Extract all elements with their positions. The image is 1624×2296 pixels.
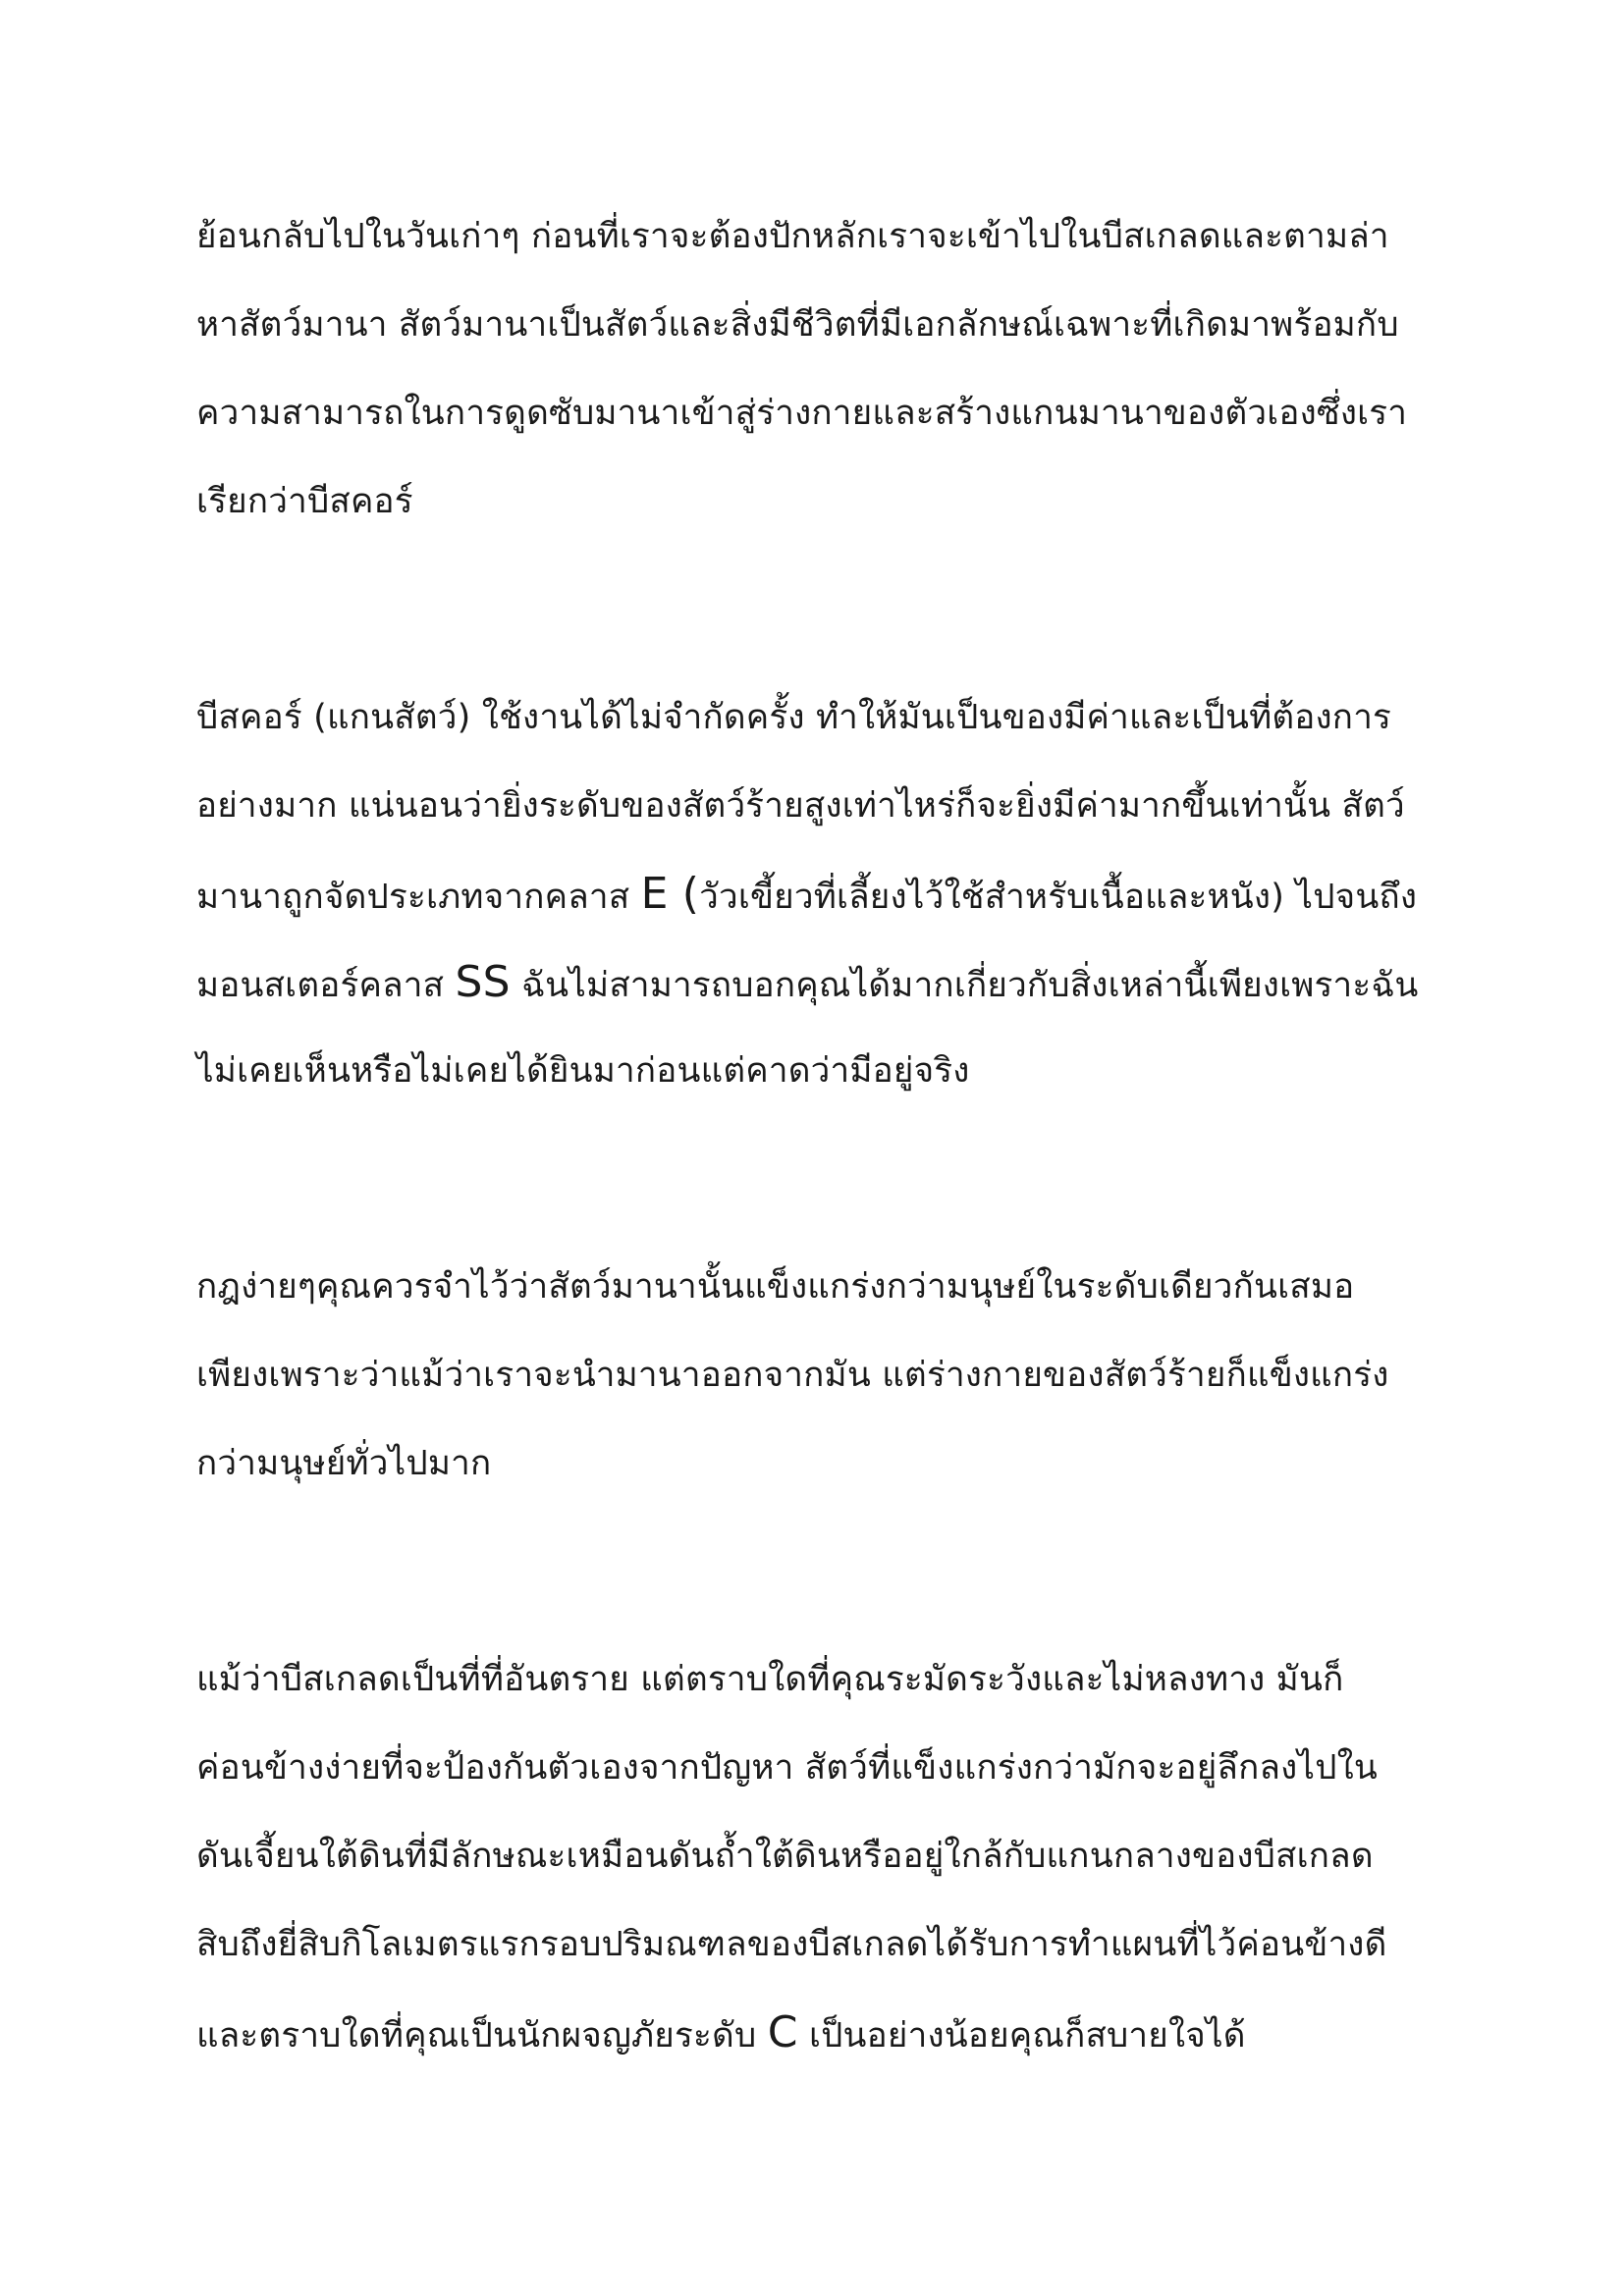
text-segment: มานาถูกจัดประเภทจากคลาส bbox=[196, 878, 641, 917]
text-segment: วัวเขี้ยวที่เลี้ยงไว้ใช้สำหรับเนื้อและหนัง) ไปจนถึง bbox=[699, 878, 1418, 917]
text-segment: และตราบใดที่คุณเป็นนักผจญภัยระดับ bbox=[196, 2016, 768, 2056]
text-line: เรียกว่าบีสคอร์ bbox=[196, 482, 413, 521]
text-line bbox=[196, 1989, 1453, 2077]
paragraph-2 bbox=[196, 673, 1453, 1115]
text-line: เพียงเพราะว่าแม้ว่าเราจะนำมานาออกจากมัน แต่ร่างกายของสัตว์ร้ายก็แข็งแกร่ง bbox=[196, 1356, 1389, 1395]
text-line: กฎง่ายๆคุณควรจำไว้ว่าสัตว์มานานั้นแข็งแกร่งกว่ามนุษย์ในระดับเดียวกันเสมอ bbox=[196, 1267, 1355, 1307]
text-line: ค่อนข้างง่ายที่จะป้องกันตัวเองจากปัญหา สัตว์ที่แข็งแกร่งกว่ามักจะอยู่ลึกลงไปใน bbox=[196, 1748, 1379, 1788]
text-segment: ฉันไม่สามารถบอกคุณได้มากเกี่ยวกับสิ่งเหล่านี้เพียงเพราะฉัน bbox=[510, 966, 1419, 1005]
text-line: หาสัตว์มานา สัตว์มานาเป็นสัตว์และสิ่งมีชีวิตที่มีเอกลักษณ์เฉพาะที่เกิดมาพร้อมกับ bbox=[196, 305, 1399, 345]
class-letter: E ( bbox=[640, 869, 700, 919]
text-line: แม้ว่าบีสเกลดเป็นที่ที่อันตราย แต่ตราบใดที่คุณระมัดระวังและไม่หลงทาง มันก็ bbox=[196, 1660, 1344, 1699]
text-line: ความสามารถในการดูดซับมานาเข้าสู่ร่างกายและสร้างแกนมานาของตัวเองซึ่งเรา bbox=[196, 394, 1408, 433]
text-segment: เป็นอย่างน้อยคุณก็สบายใจได้ bbox=[797, 2016, 1246, 2056]
text-line: บีสคอร์ (แกนสัตว์) ใช้งานได้ไม่จำกัดครั้ง ทำให้มันเป็นของมีค่าและเป็นที่ต้องการ bbox=[196, 698, 1392, 737]
paragraph-1 bbox=[196, 192, 1453, 546]
paragraph-3 bbox=[196, 1243, 1453, 1508]
class-letter: C bbox=[767, 2007, 798, 2057]
text-line: ไม่เคยเห็นหรือไม่เคยได้ยินมาก่อนแต่คาดว่ามีอยู่จริง bbox=[196, 1051, 970, 1091]
text-line: กว่ามนุษย์ทั่วไปมาก bbox=[196, 1444, 492, 1483]
text-line: ย้อนกลับไปในวันเก่าๆ ก่อนที่เราจะต้องปักหลักเราจะเข้าไปในบีสเกลดและตามล่า bbox=[196, 217, 1389, 256]
text-line: ดันเจี้ยนใต้ดินที่มีลักษณะเหมือนดันถ้ำใต้ดินหรืออยู่ใกล้กับแกนกลางของบีสเกลด bbox=[196, 1837, 1374, 1876]
text-segment: มอนสเตอร์คลาส bbox=[196, 966, 456, 1005]
text-line bbox=[196, 850, 1453, 938]
paragraph-4 bbox=[196, 1635, 1453, 2077]
text-line: อย่างมาก แน่นอนว่ายิ่งระดับของสัตว์ร้ายสูงเท่าไหร่ก็จะยิ่งมีค่ามากขึ้นเท่านั้น สัตว์ bbox=[196, 786, 1405, 826]
text-line bbox=[196, 938, 1453, 1027]
class-letter: SS bbox=[455, 957, 511, 1007]
text-line: สิบถึงยี่สิบกิโลเมตรแรกรอบปริมณฑลของบีสเกลดได้รับการทำแผนที่ไว้ค่อนข้างดี bbox=[196, 1925, 1387, 1964]
